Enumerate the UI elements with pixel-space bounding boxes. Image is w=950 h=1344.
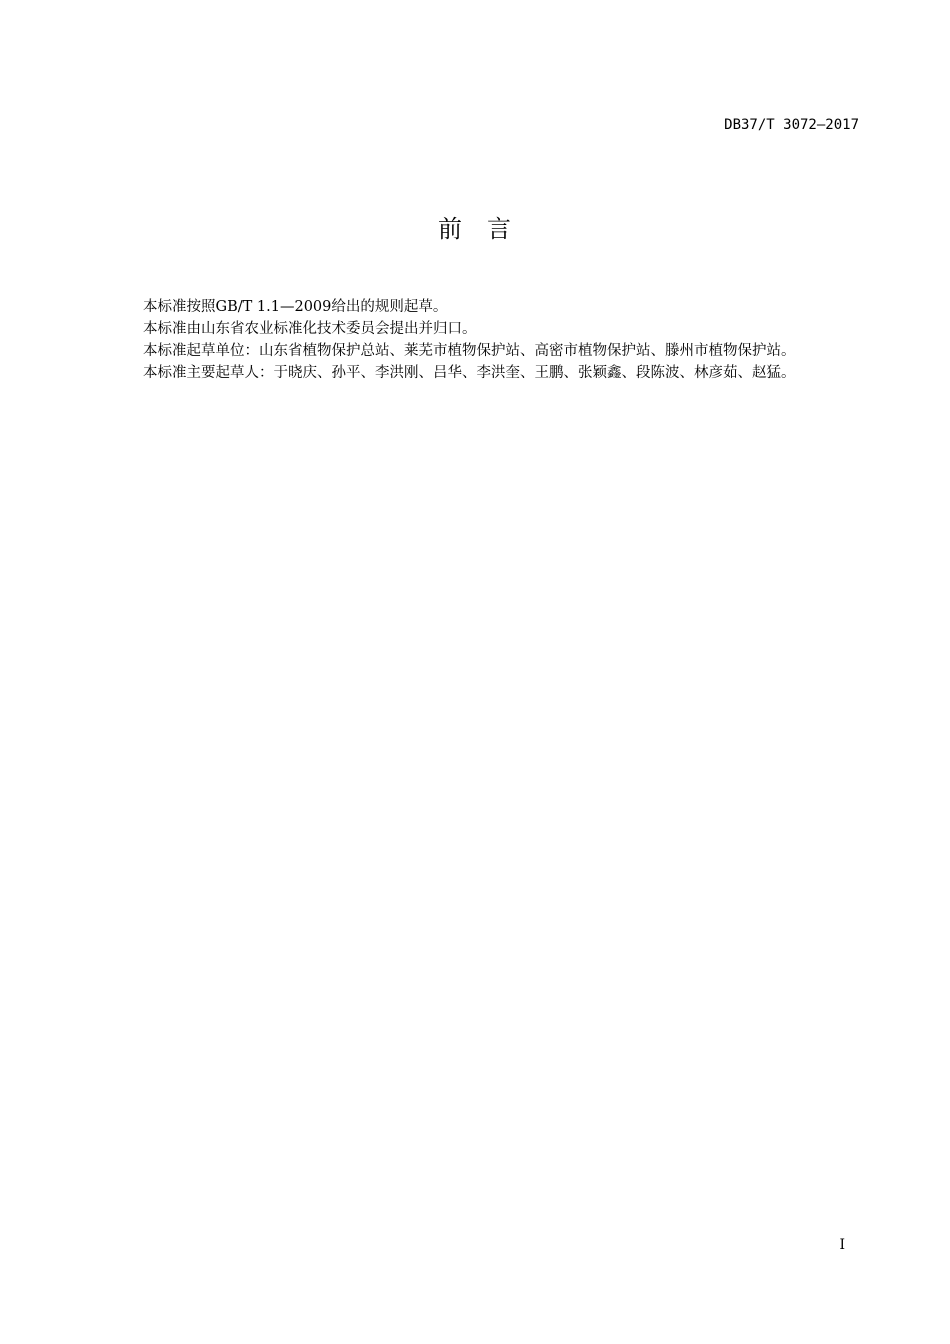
paragraph-drafting-units: 本标准起草单位：山东省植物保护总站、莱芜市植物保护站、高密市植物保护站、滕州市植物保护站。 bbox=[143, 343, 796, 359]
paragraph-drafting-rules: 本标准按照GB/T 1.1—2009给出的规则起草。 bbox=[143, 299, 448, 315]
document-code: DB37/T 3072—2017 bbox=[724, 117, 859, 133]
page-title bbox=[0, 213, 950, 245]
title-char-1: 前 bbox=[438, 215, 463, 243]
paragraph-proposer: 本标准由山东省农业标准化技术委员会提出并归口。 bbox=[143, 321, 477, 337]
paragraph-drafters: 本标准主要起草人：于晓庆、孙平、李洪刚、吕华、李洪奎、王鹏、张颖鑫、段陈波、林彦茹、赵猛。 bbox=[143, 365, 796, 381]
foreword-body bbox=[114, 296, 859, 384]
title-char-2: 言 bbox=[487, 215, 512, 243]
page-number: I bbox=[839, 1237, 845, 1253]
